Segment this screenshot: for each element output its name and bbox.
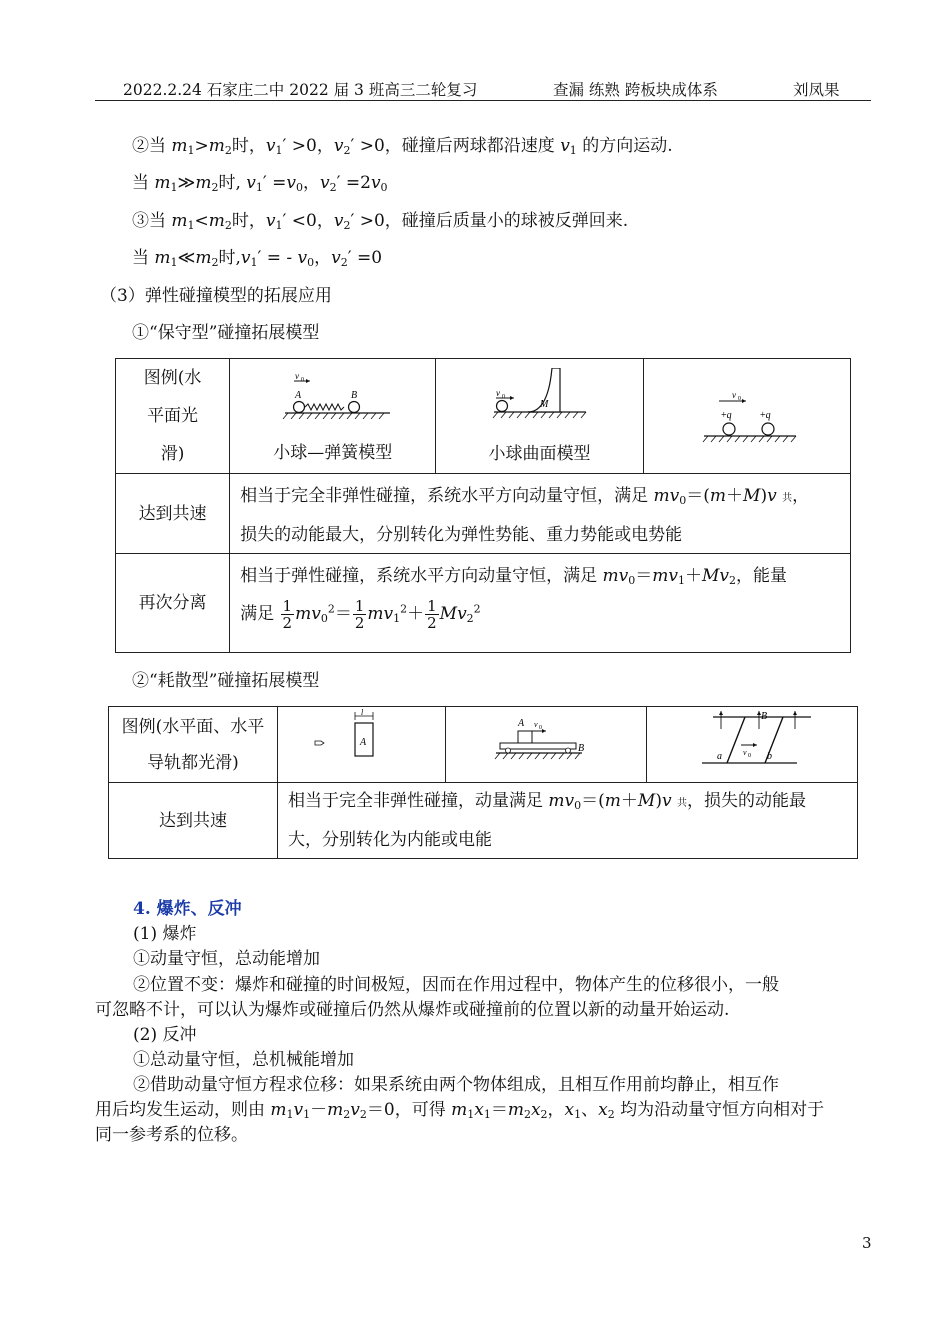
svg-text:A: A	[518, 718, 525, 729]
svg-text:0: 0	[539, 725, 542, 731]
charged-balls-diagram	[644, 374, 850, 454]
header-left: 2022.2.24 石家庄二中 2022 届 3 班高三二轮复习	[123, 81, 478, 99]
svg-text:+q: +q	[720, 409, 732, 421]
spring-model-diagram	[230, 369, 435, 429]
page-header	[95, 78, 871, 101]
spring-model-caption: 小球—弹簧模型	[273, 443, 393, 463]
table2-common-speed-text: 相当于完全非弹性碰撞，动量满足 $mv_0=(m+M)v$ 共，损失的动能最 大，分别转化为内能或电能	[278, 783, 858, 859]
condition-line-4: 当 $m_1≪m_2$时$,v_1'$ = - $v_0$，$v_2' =0$	[132, 248, 383, 269]
svg-text:+q: +q	[759, 409, 771, 421]
svg-text:0: 0	[737, 395, 741, 402]
recoil-heading: (2) 反冲	[133, 1025, 197, 1045]
table1-separate-label: 再次分离	[116, 554, 230, 653]
table1-separate-text: 相当于弹性碰撞，系统水平方向动量守恒，满足 $mv_0=mv_1+Mv_2$，能量 满足 $\frac{1}{2}$ $mv_0^2=$ $\frac{1}{2}$ $mv_1^2+$ $\frac{1}{2}$ $Mv_2^2$	[230, 554, 851, 653]
recoil-point-2: ②借助动量守恒方程求位移：如果系统由两个物体组成，且相互作用前均静止，相互作	[133, 1075, 779, 1095]
svg-text:v: v	[743, 748, 747, 757]
rails-cell	[647, 707, 858, 783]
rails-diagram	[647, 707, 857, 777]
svg-text:0: 0	[301, 377, 305, 383]
svg-text:A: A	[295, 390, 302, 401]
svg-text:v: v	[534, 720, 538, 729]
conservative-model-table	[115, 358, 851, 653]
table1-common-speed-label: 达到共速	[116, 474, 230, 554]
svg-text:v: v	[731, 389, 736, 400]
explosion-point-2-cont: 可忽略不计，可以认为爆炸或碰撞后仍然从爆炸或碰撞前的位置以新的动量开始运动.	[95, 1000, 730, 1020]
header-middle: 查漏 练熟 跨板块成体系	[553, 81, 718, 99]
page-number: 3	[862, 1234, 872, 1252]
svg-text:a: a	[717, 751, 722, 762]
svg-text:v: v	[496, 388, 501, 398]
condition-line-2: 当 $m_1≫m_2$时, $v_1' =v_0$，$v_2' =2v_0$	[132, 173, 388, 194]
curved-surface-caption: 小球曲面模型	[488, 444, 591, 464]
table1-common-speed-text: 相当于完全非弹性碰撞，系统水平方向动量守恒，满足 $mv_0=(m+M)v$ 共， 损失的动能最大，分别转化为弹性势能、重力势能或电势能	[230, 474, 851, 554]
recoil-point-1: ①总动量守恒，总机械能增加	[133, 1050, 354, 1070]
header-right: 刘凤果	[793, 81, 840, 99]
svg-text:B: B	[351, 390, 358, 401]
svg-text:v: v	[295, 371, 300, 381]
svg-text:l: l	[361, 708, 364, 717]
dissipative-model-heading: ②“耗散型”碰撞拓展模型	[132, 671, 320, 691]
curved-surface-diagram	[436, 368, 642, 430]
spring-model-cell	[230, 359, 436, 474]
section-3-heading: （3）弹性碰撞模型的拓展应用	[100, 286, 332, 306]
block-board-diagram	[446, 707, 646, 777]
dissipative-model-table	[108, 706, 858, 859]
recoil-point-2-end: 同一参考系的位移。	[95, 1125, 248, 1145]
svg-text:B: B	[761, 711, 768, 722]
svg-text:M: M	[540, 399, 549, 410]
conservative-model-heading: ①“保守型”碰撞拓展模型	[132, 323, 320, 343]
explosion-point-1: ①动量守恒，总动能增加	[133, 949, 320, 969]
explosion-point-2: ②位置不变：爆炸和碰撞的时间极短，因而在作用过程中，物体产生的位移很小，一般	[133, 975, 779, 995]
table2-figure-label: 图例(水平面、水平导轨都光滑)	[109, 707, 278, 783]
block-board-cell	[446, 707, 647, 783]
condition-line-3: ③当 $m_1<m_2$时，$v_1' <0$，$v_2' >0$，碰撞后质量小的球被反弹回来.	[132, 211, 629, 232]
explosion-heading: (1) 爆炸	[133, 924, 197, 944]
charged-balls-cell	[643, 359, 850, 474]
table1-figure-label: 图例(水平面光滑)	[116, 359, 230, 474]
recoil-point-2-cont: 用后均发生运动，则由 $m_1v_1-m_2v_2=0$，可得 $m_1x_1=m_2x_2$，$x_1$、$x_2$ 均为沿动量守恒方向相对于	[95, 1100, 825, 1121]
condition-line-1: ②当 $m_1>m_2$时，$v_1' >0$，$v_2' >0$，碰撞后两球都沿速度 $v_1$ 的方向运动.	[132, 136, 673, 157]
svg-text:A: A	[360, 737, 367, 748]
curved-surface-model-cell	[436, 359, 643, 474]
svg-text:0: 0	[502, 394, 506, 400]
bullet-block-cell	[278, 707, 446, 783]
bullet-block-diagram	[278, 707, 445, 777]
table2-common-speed-label: 达到共速	[109, 783, 278, 859]
svg-text:0: 0	[748, 753, 751, 759]
svg-text:b: b	[767, 751, 772, 762]
svg-text:B: B	[578, 743, 585, 754]
section-4-title: 4. 爆炸、反冲	[133, 899, 242, 919]
